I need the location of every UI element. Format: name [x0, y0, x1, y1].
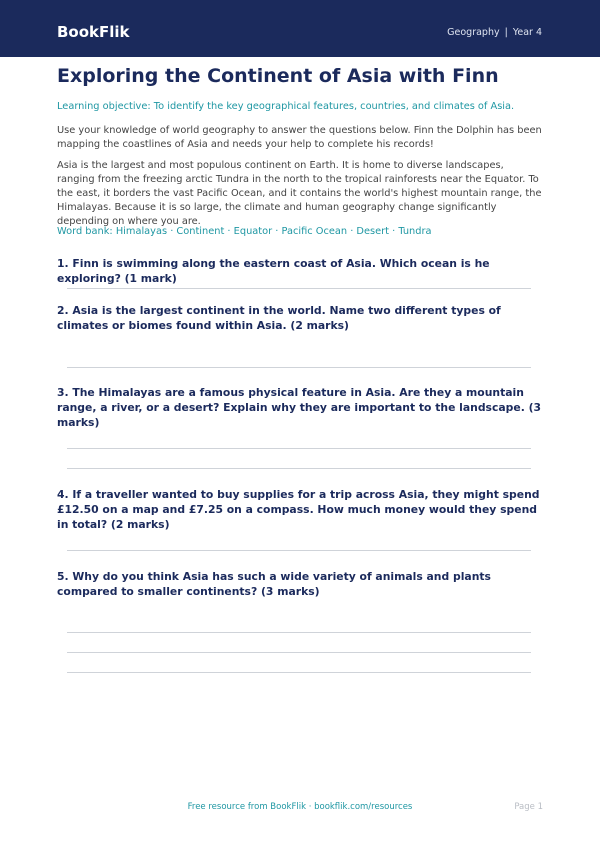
question-2: 2. Asia is the largest continent in the world. Name two different types of climates or biomes found within Asia. (2 marks) [57, 304, 501, 332]
answer-line [67, 550, 531, 551]
word-bank: Word bank: Himalayas · Continent · Equator · Pacific Ocean · Desert · Tundra [57, 226, 432, 237]
year-label: Year 4 [512, 27, 542, 38]
answer-line [67, 468, 531, 469]
question-5: 5. Why do you think Asia has such a wide variety of animals and plants compared to smaller continents? (3 marks) [57, 570, 491, 598]
page-header [0, 0, 600, 57]
subject-year-label [447, 27, 542, 39]
question-3: 3. The Himalayas are a famous physical feature in Asia. Are they a mountain range, a river, or a desert? Explain why they are important to the landscape. (3 marks) [57, 386, 542, 429]
answer-line [67, 367, 531, 368]
intro-paragraph: Use your knowledge of world geography to answer the questions below. Finn the Dolphin has been mapping the coastlines of Asia and needs your help to complete his records! [57, 125, 542, 150]
answer-line [67, 672, 531, 673]
brand-logo: BookFlik [57, 23, 130, 41]
answer-line [67, 448, 531, 449]
context-paragraph: Asia is the largest and most populous continent on Earth. It is home to diverse landscapes, ranging from the freezing arctic Tundra in the north to the tropical rainforests near the Equator. To the east, it borders the vast Pacific Ocean, and it contains the world's highest mountain range, the Himalayas. Because it is so large, the climate and human geography change significantly depending on where you are. [57, 160, 542, 227]
page-title: Exploring the Continent of Asia with Finn [57, 65, 499, 87]
meta-separator: | [504, 27, 508, 38]
learning-objective: Learning objective: To identify the key geographical features, countries, and climates of Asia. [57, 101, 515, 112]
footer-credit: Free resource from BookFlik · bookflik.com/resources [187, 802, 413, 812]
answer-line [67, 288, 531, 289]
question-4: 4. If a traveller wanted to buy supplies for a trip across Asia, they might spend £12.50 on a map and £7.25 on a compass. How much money would they spend in total? (2 marks) [57, 488, 540, 531]
question-1: 1. Finn is swimming along the eastern coast of Asia. Which ocean is he exploring? (1 mark) [57, 257, 490, 285]
answer-line [67, 652, 531, 653]
page-number: Page 1 [514, 802, 543, 812]
subject-label: Geography [447, 27, 500, 38]
answer-line [67, 632, 531, 633]
